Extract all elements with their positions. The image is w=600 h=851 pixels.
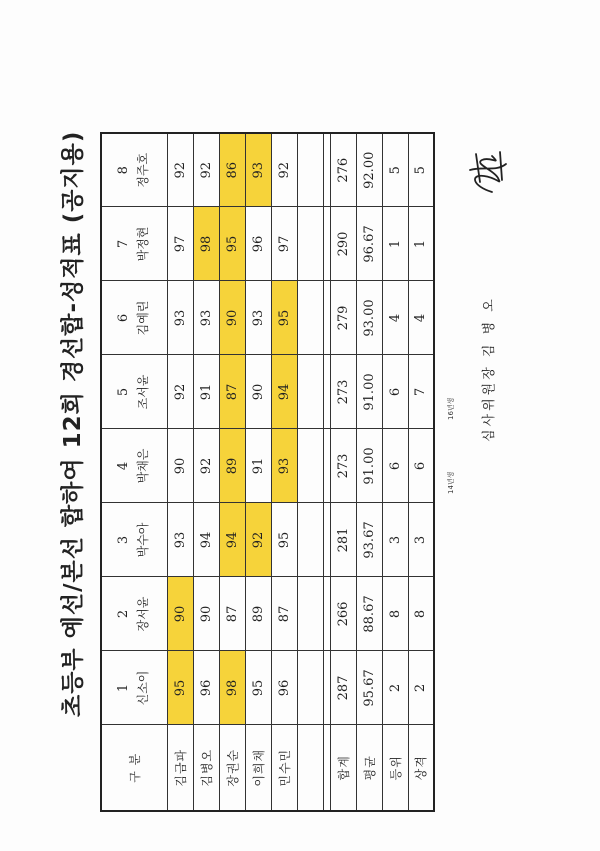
summary-cell: 290 (330, 207, 356, 281)
score-cell: 90 (167, 577, 193, 651)
contestant-header: 4 박채은 (101, 429, 167, 503)
summary-cell: 7 (408, 355, 434, 429)
summary-cell: 5 (408, 133, 434, 207)
summary-cell: 91.00 (356, 429, 382, 503)
summary-row (356, 133, 382, 811)
score-cell: 93 (245, 133, 271, 207)
summary-cell: 4 (408, 281, 434, 355)
score-cell: 86 (219, 133, 245, 207)
summary-cell: 95.67 (356, 651, 382, 725)
score-cell: 96 (271, 651, 297, 725)
summary-label: 합계 (330, 725, 356, 811)
score-cell: 87 (219, 577, 245, 651)
summary-cell: 88.67 (356, 577, 382, 651)
score-cell: 93 (167, 503, 193, 577)
summary-cell: 6 (382, 355, 408, 429)
score-cell: 87 (271, 577, 297, 651)
chair-label: 심사위원장 김 병 오 (482, 296, 497, 442)
score-cell: 89 (219, 429, 245, 503)
score-cell: 95 (167, 651, 193, 725)
contestant-header: 7 박정현 (101, 207, 167, 281)
rotated-sheet (40, 112, 560, 812)
summary-cell: 8 (408, 577, 434, 651)
birth-year-note: 14년생 (447, 471, 455, 494)
score-cell: 87 (219, 355, 245, 429)
contestant-header: 2 장서윤 (101, 577, 167, 651)
score-cell: 90 (245, 355, 271, 429)
judge-row (271, 133, 297, 811)
summary-cell: 1 (382, 207, 408, 281)
blank-row (297, 133, 323, 811)
score-cell: 94 (271, 355, 297, 429)
score-cell: 96 (193, 651, 219, 725)
score-cell: 90 (219, 281, 245, 355)
contestant-header: 3 박수아 (101, 503, 167, 577)
summary-label: 상격 (408, 725, 434, 811)
score-cell: 92 (245, 503, 271, 577)
score-cell: 96 (245, 207, 271, 281)
score-cell: 94 (193, 503, 219, 577)
summary-row (382, 133, 408, 811)
table-divider (323, 133, 330, 811)
summary-cell: 5 (382, 133, 408, 207)
score-table (100, 132, 435, 812)
row-label-header: 구 분 (101, 725, 167, 811)
score-cell: 92 (167, 133, 193, 207)
judge-row (245, 133, 271, 811)
summary-cell: 8 (382, 577, 408, 651)
summary-cell: 93.00 (356, 281, 382, 355)
birth-year-note: 16년생 (447, 397, 455, 420)
summary-cell: 2 (408, 651, 434, 725)
score-cell: 97 (167, 207, 193, 281)
score-cell: 98 (193, 207, 219, 281)
judge-name: 김병오 (193, 725, 219, 811)
score-cell: 92 (193, 133, 219, 207)
summary-cell: 1 (408, 207, 434, 281)
summary-row (408, 133, 434, 811)
score-cell: 90 (193, 577, 219, 651)
summary-cell: 273 (330, 355, 356, 429)
summary-label: 평균 (356, 725, 382, 811)
score-cell: 95 (271, 281, 297, 355)
score-cell: 93 (245, 281, 271, 355)
summary-cell: 273 (330, 429, 356, 503)
summary-cell: 266 (330, 577, 356, 651)
contestant-header: 8 정주호 (101, 133, 167, 207)
score-cell: 90 (167, 429, 193, 503)
summary-cell: 276 (330, 133, 356, 207)
score-cell: 93 (271, 429, 297, 503)
score-cell: 92 (167, 355, 193, 429)
summary-cell: 92.00 (356, 133, 382, 207)
judge-name: 이희채 (245, 725, 271, 811)
score-cell: 93 (167, 281, 193, 355)
score-cell: 92 (271, 133, 297, 207)
judge-row (219, 133, 245, 811)
contestant-header: 6 김예린 (101, 281, 167, 355)
contestant-header: 5 조서윤 (101, 355, 167, 429)
summary-cell: 3 (408, 503, 434, 577)
score-cell: 91 (245, 429, 271, 503)
summary-cell: 4 (382, 281, 408, 355)
document-title: 초등부 예선/본선 합하여 12회 경선합-성적표 (공지용) (60, 130, 86, 717)
judge-row (167, 133, 193, 811)
summary-cell: 3 (382, 503, 408, 577)
score-cell: 95 (219, 207, 245, 281)
summary-cell: 93.67 (356, 503, 382, 577)
summary-cell: 6 (408, 429, 434, 503)
summary-cell: 287 (330, 651, 356, 725)
summary-label: 등위 (382, 725, 408, 811)
signature-mark (462, 140, 512, 200)
judge-name: 민수민 (271, 725, 297, 811)
score-cell: 97 (271, 207, 297, 281)
summary-cell: 2 (382, 651, 408, 725)
contestant-header: 1 신소이 (101, 651, 167, 725)
judge-name: 김금파 (167, 725, 193, 811)
summary-cell: 91.00 (356, 355, 382, 429)
score-cell: 93 (193, 281, 219, 355)
header-row (101, 133, 167, 811)
score-cell: 95 (271, 503, 297, 577)
judge-name: 장권순 (219, 725, 245, 811)
summary-cell: 281 (330, 503, 356, 577)
summary-cell: 279 (330, 281, 356, 355)
score-cell: 92 (193, 429, 219, 503)
summary-cell: 6 (382, 429, 408, 503)
summary-cell: 96.67 (356, 207, 382, 281)
score-cell: 95 (245, 651, 271, 725)
judge-row (193, 133, 219, 811)
score-cell: 94 (219, 503, 245, 577)
summary-row (330, 133, 356, 811)
score-cell: 91 (193, 355, 219, 429)
score-cell: 98 (219, 651, 245, 725)
score-cell: 89 (245, 577, 271, 651)
